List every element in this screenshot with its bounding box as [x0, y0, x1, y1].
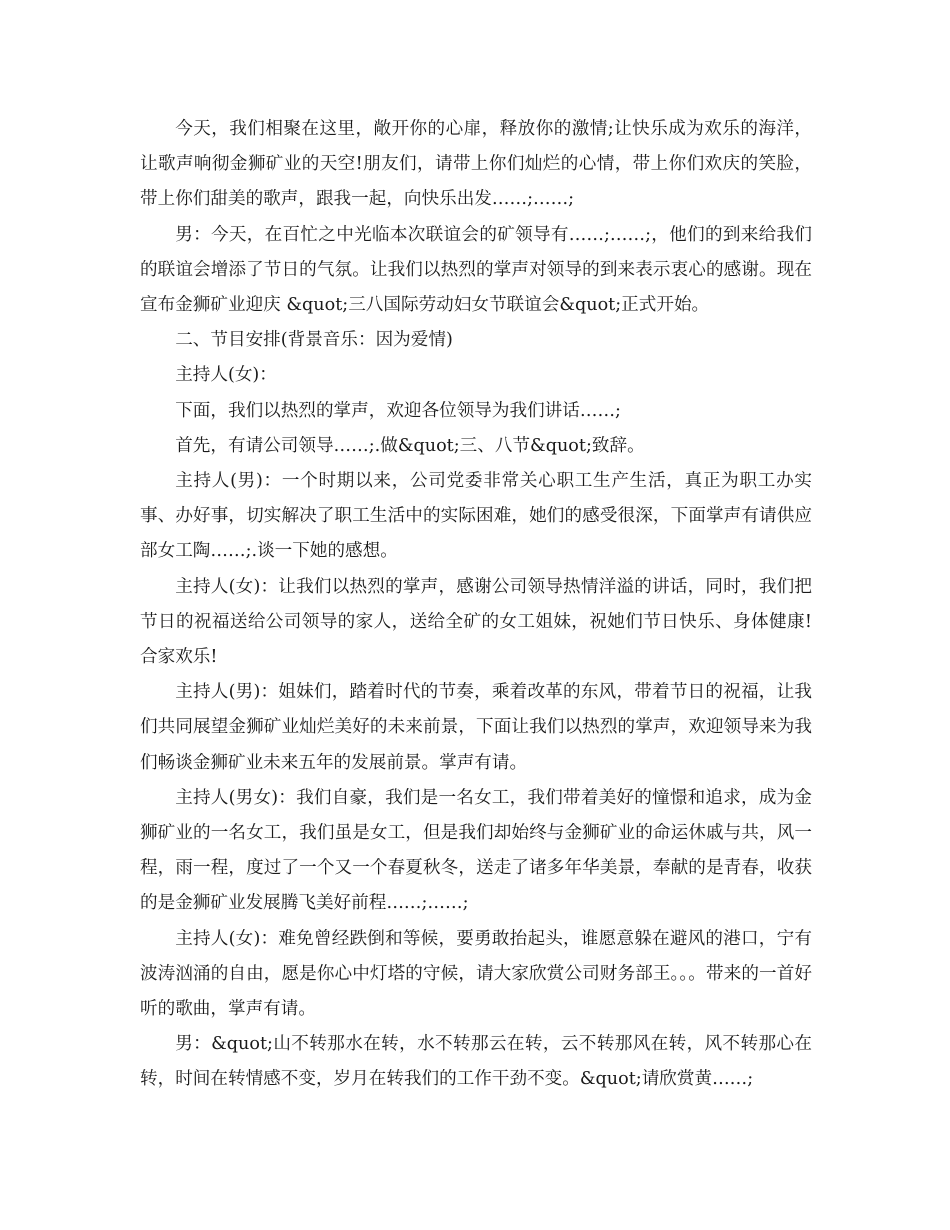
- paragraph-host-male-1: 主持人(男)：一个时期以来，公司党委非常关心职工生产生活，真正为职工办实事、办好事，切实解决了职工生活中的实际困难，她们的感受很深，下面掌声有请供应部女工陶……;.谈一下她的感想。: [140, 471, 812, 562]
- paragraph-leader-speech-intro: 下面，我们以热烈的掌声，欢迎各位领导为我们讲话……;: [175, 400, 621, 421]
- paragraph-male-welcome: 男：今天，在百忙之中光临本次联谊会的矿领导有……;……;，他们的到来给我们的联谊会增添了节日的气氛。让我们以热烈的掌声对领导的到来表示衷心的感谢。现在宣布金狮矿业迎庆 &quot;三八国际劳动妇女节联谊会&quot;正式开始。: [140, 224, 812, 316]
- paragraph-host-male-2: 主持人(男)：姐妹们，踏着时代的节奏，乘着改革的东风，带着节日的祝福，让我们共同展望金狮矿业灿烂美好的未来前景，下面让我们以热烈的掌声，欢迎领导来为我们畅谈金狮矿业未来五年的发展前景。掌声有请。: [140, 682, 812, 773]
- paragraph-opening: 今天，我们相聚在这里，敞开你的心扉，释放你的激情;让快乐成为欢乐的海洋，让歌声响彻金狮矿业的天空!朋友们，请带上你们灿烂的心情，带上你们欢庆的笑脸，带上你们甜美的歌声，跟我一起，向快乐出发……;……;: [140, 119, 812, 210]
- paragraph-host-female-label: 主持人(女)：: [175, 365, 277, 386]
- section-heading-program: 二、节目安排(背景音乐：因为爱情): [175, 330, 453, 351]
- document-body: [140, 112, 812, 1098]
- paragraph-leader-invite: 首先，有请公司领导……;.做&quot;三、八节&quot;致辞。: [175, 435, 645, 456]
- paragraph-host-both: 主持人(男女)：我们自豪，我们是一名女工，我们带着美好的憧憬和追求，成为金狮矿业的一名女工，我们虽是女工，但是我们却始终与金狮矿业的命运休戚与共，风一程，雨一程，度过了一个又一个春夏秋冬，送走了诸多年华美景，奉献的是青春，收获的是金狮矿业发展腾飞美好前程……;……;: [140, 787, 812, 914]
- paragraph-host-female-1: 主持人(女)：让我们以热烈的掌声，感谢公司领导热情洋溢的讲话，同时，我们把节日的祝福送给公司领导的家人，送给全矿的女工姐妹，祝她们节日快乐、身体健康!合家欢乐!: [140, 576, 812, 668]
- paragraph-host-female-2: 主持人(女)：难免曾经跌倒和等候，要勇敢抬起头，谁愿意躲在避风的港口，宁有波涛汹涌的自由，愿是你心中灯塔的守候，请大家欣赏公司财务部王。。。带来的一首好听的歌曲，掌声有请。: [140, 928, 812, 1020]
- paragraph-male-closing: 男：&quot;山不转那水在转，水不转那云在转，云不转那风在转，风不转那心在转，时间在转情感不变，岁月在转我们的工作干劲不变。&quot;请欣赏黄……;: [140, 1034, 812, 1090]
